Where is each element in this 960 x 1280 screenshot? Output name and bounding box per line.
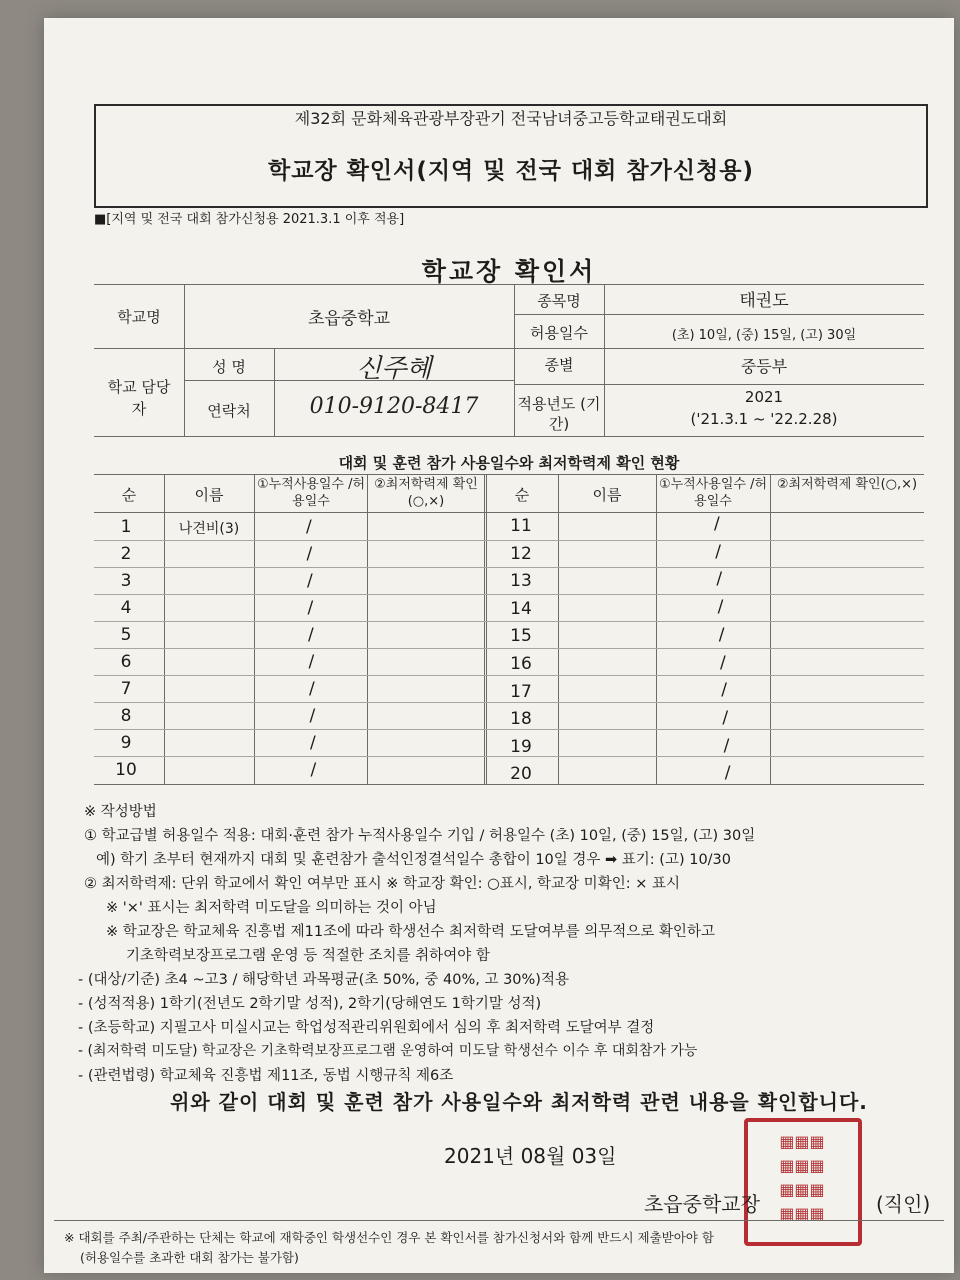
school-label: 학교명 — [117, 308, 161, 326]
name-label: 성 명 — [212, 358, 246, 376]
footnote-line: (허용일수를 초과한 대회 참가는 불가함) — [80, 1250, 299, 1265]
row-number: 10 — [115, 760, 137, 780]
row-divider — [94, 756, 924, 757]
days-cell: / — [308, 652, 315, 672]
document-paper — [44, 18, 954, 1273]
col-days-right: ①누적사용일수 /허용일수 — [658, 477, 768, 509]
row-number: 7 — [120, 679, 132, 699]
days-cell: / — [307, 571, 313, 591]
row-number: 17 — [510, 681, 532, 702]
records-table-line — [656, 474, 657, 784]
days-cell: / — [310, 733, 316, 753]
days-cell: / — [715, 541, 721, 562]
records-table-line — [558, 474, 559, 784]
form-title: 학교장 확인서(지역 및 전국 대회 참가신청용) — [268, 158, 754, 184]
days-cell: / — [720, 652, 726, 673]
instruction-line: - (성적적용) 1학기(전년도 2학기말 성적), 2학기(당해연도 1학기말 성적) — [78, 996, 542, 1012]
row-number: 9 — [120, 733, 132, 753]
days-cell: / — [308, 625, 314, 645]
allowed-days-value: (초) 10일, (중) 15일, (고) 30일 — [671, 328, 857, 343]
days-cell: / — [306, 544, 313, 564]
col-name-left: 이름 — [194, 486, 224, 504]
applicability-note: ■[지역 및 전국 대회 참가신청용 2021.3.1 이후 적용] — [94, 212, 405, 227]
main-title: 학교장 확인서 — [421, 257, 597, 286]
school-name: 초읍중학교 — [307, 309, 391, 329]
days-cell: / — [724, 763, 731, 784]
manager-label: 학교 담당자 — [107, 378, 171, 418]
records-table-divider — [484, 474, 487, 784]
days-cell: / — [718, 624, 725, 645]
section-title: 대회 및 훈련 참가 사용일수와 최저학력제 확인 현황 — [338, 454, 680, 472]
records-table-line — [94, 512, 924, 513]
instruction-line: 기초학력보장프로그램 운영 등 적절한 조치를 취하여야 함 — [126, 948, 490, 964]
row-number: 2 — [120, 544, 132, 564]
records-table-line — [367, 474, 368, 784]
days-cell: / — [722, 707, 729, 728]
seal-icon: ▦▦▦ ▦▦▦ ▦▦▦ ▦▦▦ — [779, 1132, 825, 1223]
days-cell: / — [309, 706, 316, 726]
row-divider — [94, 648, 924, 649]
instruction-line: - (관련법령) 학교체육 진흥법 제11조, 동법 시행규칙 제6조 — [78, 1068, 454, 1084]
confirmation-statement: 위와 같이 대회 및 훈련 참가 사용일수와 최저학력 관련 내용을 확인합니다. — [170, 1090, 868, 1114]
info-table-line — [514, 384, 924, 385]
row-number: 4 — [120, 598, 132, 618]
instruction-line: ① 학교급별 허용일수 적용: 대회·훈련 참가 누적사용일수 기입 / 허용일수 (초) 10일, (중) 15일, (고) 30일 — [84, 828, 756, 844]
row-number: 18 — [510, 709, 532, 730]
year-value: 2021 — [744, 388, 784, 406]
row-number: 1 — [120, 517, 132, 537]
col-min-left: ②최저학력제 확인(○,×) — [374, 477, 478, 509]
days-cell: / — [309, 679, 315, 699]
col-no-left: 순 — [121, 486, 137, 504]
instruction-line: - (초등학교) 지필고사 미실시교는 학업성적관리위원회에서 심의 후 최저학력 도달여부 결정 — [78, 1020, 655, 1036]
manager-name: 신주혜 — [356, 354, 432, 384]
records-table-line — [770, 474, 771, 784]
row-number: 8 — [120, 706, 132, 726]
footnote-divider — [54, 1220, 944, 1221]
row-number: 11 — [510, 516, 532, 536]
division-value: 중등부 — [740, 357, 788, 376]
days-cell: / — [721, 680, 727, 701]
days-cell: / — [307, 598, 314, 618]
manager-contact: 010-9120-8417 — [309, 394, 479, 419]
row-number: 5 — [120, 625, 132, 645]
info-table-line — [514, 314, 924, 315]
days-cell: / — [306, 517, 312, 537]
competition-title: 제32회 문화체육관광부장관기 전국남녀중고등학교태권도대회 — [294, 109, 728, 128]
row-number: 16 — [510, 654, 532, 674]
instruction-line: ※ 학교장은 학교체육 진흥법 제11조에 따라 학생선수 최저학력 도달여부를 의무적으로 확인하고 — [106, 924, 715, 940]
instruction-line: - (최저학력 미도달) 학교장은 기초학력보장프로그램 운영하여 미도달 학생선수 이수 후 대회참가 가능 — [78, 1043, 698, 1059]
footnote-line: ※ 대회를 주최/주관하는 단체는 학교에 재학중인 학생선수인 경우 본 확인서를 참가신청서와 함께 반드시 제출받아야 함 — [64, 1230, 714, 1245]
records-table-border — [94, 474, 924, 475]
days-cell: / — [723, 735, 730, 756]
row-divider — [94, 594, 924, 595]
instruction-line: ※ '×' 표시는 최저학력 미도달을 의미하는 것이 아님 — [106, 900, 437, 916]
issue-date: 2021년 08월 03일 — [444, 1144, 617, 1168]
row-number: 13 — [510, 571, 532, 592]
row-number: 12 — [510, 543, 532, 564]
instructions-heading: ※ 작성방법 — [84, 804, 157, 820]
row-divider — [94, 675, 924, 676]
row-divider — [94, 567, 924, 568]
days-cell: / — [717, 597, 724, 618]
row-number: 6 — [120, 652, 132, 672]
event-label: 종목명 — [537, 292, 581, 310]
row-number: 15 — [510, 626, 532, 647]
principal-signature: 초읍중학교장 — [644, 1192, 760, 1216]
period-value: ('21.3.1 ~ '22.2.28) — [690, 410, 838, 428]
instruction-line: 예) 학기 초부터 현재까지 대회 및 훈련참가 출석인정결석일수 총합이 10일 경우 ➡ 표기: (고) 10/30 — [96, 852, 732, 868]
info-table-border — [94, 284, 924, 285]
row-number: 14 — [510, 598, 532, 619]
official-seal — [744, 1118, 862, 1246]
row-divider — [94, 729, 924, 730]
row-number: 20 — [510, 764, 532, 785]
row-divider — [94, 621, 924, 622]
col-days-left: ①누적사용일수 /허용일수 — [256, 477, 366, 509]
year-label: 적용년도 (기간) — [517, 395, 601, 433]
row-divider — [94, 540, 924, 541]
seal-label: (직인) — [876, 1192, 931, 1216]
event-name: 태권도 — [739, 291, 789, 311]
col-name-right: 이름 — [592, 486, 622, 504]
row-number: 19 — [510, 736, 532, 757]
title-box — [94, 104, 928, 208]
records-table-line — [254, 474, 255, 784]
info-table-border — [94, 436, 924, 437]
row-number: 3 — [120, 571, 132, 591]
instruction-line: ② 최저학력제: 단위 학교에서 확인 여부만 표시 ※ 학교장 확인: ○표시, 학교장 미확인: × 표시 — [84, 876, 680, 892]
days-cell: / — [310, 760, 317, 780]
division-label: 종별 — [544, 356, 574, 374]
col-no-right: 순 — [514, 486, 530, 504]
days-cell: / — [714, 514, 720, 534]
allowed-days-label: 허용일수 — [530, 324, 588, 342]
col-min-right: ②최저학력제 확인(○,×) — [776, 477, 918, 492]
instruction-line: - (대상/기준) 초4 ~고3 / 해당학년 과목평균(초 50%, 중 40%, 고 30%)적용 — [78, 972, 569, 988]
days-cell: / — [716, 569, 723, 590]
row-divider — [94, 702, 924, 703]
student-name: 나견비(3) — [178, 521, 240, 537]
contact-label: 연락처 — [207, 402, 251, 420]
